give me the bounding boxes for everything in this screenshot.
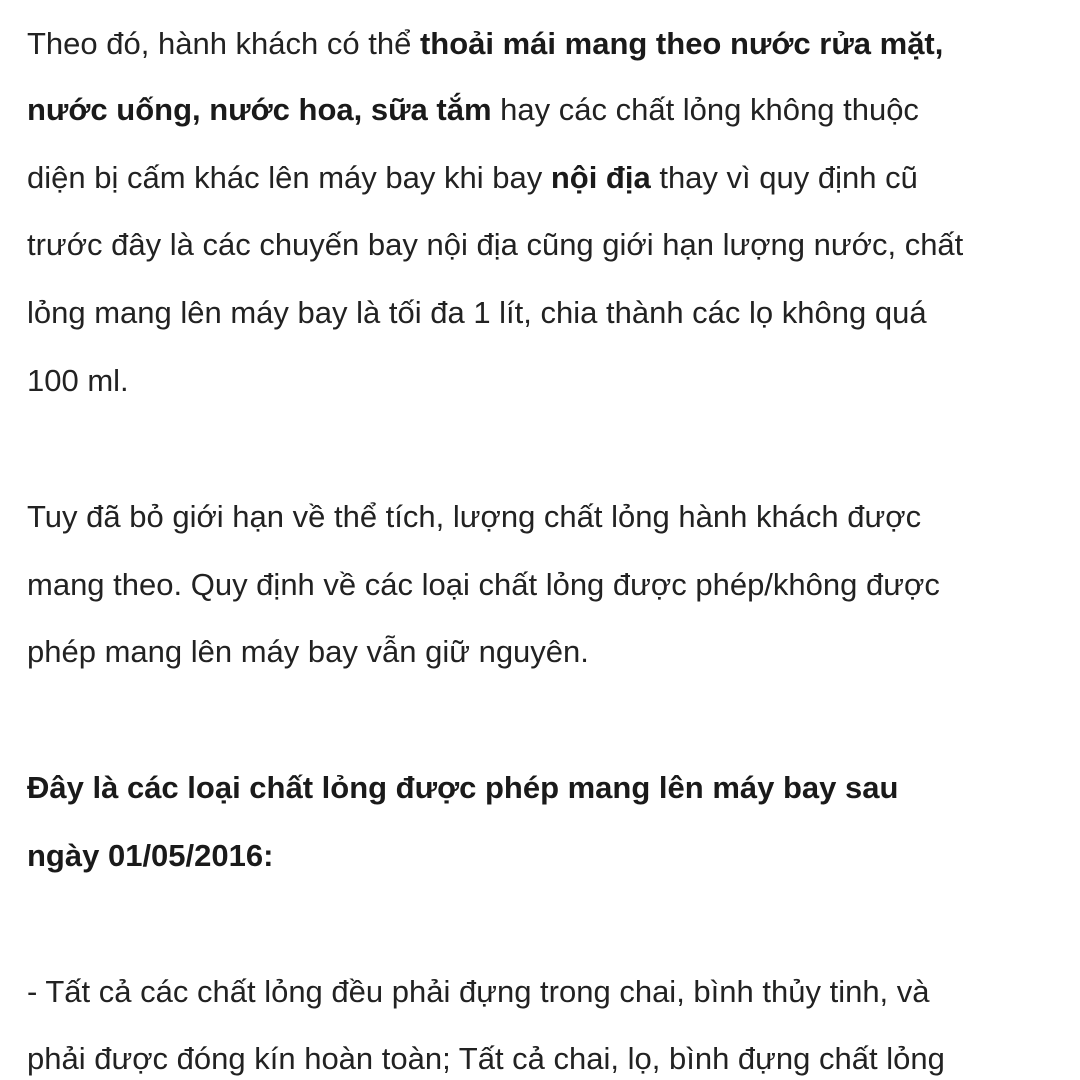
text-line: phép mang lên máy bay vẫn giữ nguyên.	[27, 634, 589, 669]
text-line	[27, 24, 943, 64]
text-line: trước đây là các chuyến bay nội địa cũng giới hạn lượng nước, chất	[27, 227, 964, 262]
text-line: mang theo. Quy định về các loại chất lỏng được phép/không được	[27, 567, 940, 602]
text-span: thay vì quy định cũ	[650, 160, 918, 195]
heading-line	[27, 768, 898, 808]
bold-text: nội địa	[550, 160, 651, 195]
heading-line	[27, 836, 273, 876]
text-line	[27, 90, 919, 130]
bold-text: thoải mái mang theo nước rửa mặt,	[419, 26, 944, 61]
text-line: Tuy đã bỏ giới hạn về thể tích, lượng chất lỏng hành khách được	[27, 499, 922, 534]
text-line: - Tất cả các chất lỏng đều phải đựng trong chai, bình thủy tinh, và	[27, 974, 930, 1009]
bold-text: Đây là các loại chất lỏng được phép mang lên máy bay sau	[27, 770, 899, 805]
text-line: phải được đóng kín hoàn toàn; Tất cả chai, lọ, bình đựng chất lỏng	[27, 1041, 945, 1076]
text-span: diện bị cấm khác lên máy bay khi bay	[27, 160, 551, 195]
text-line: 100 ml.	[27, 363, 129, 398]
text-span: hay các chất lỏng không thuộc	[491, 92, 919, 127]
bold-text: nước uống, nước hoa, sữa tắm	[27, 92, 492, 127]
text-line: lỏng mang lên máy bay là tối đa 1 lít, chia thành các lọ không quá	[27, 295, 927, 330]
text-line	[27, 158, 918, 198]
text-span: Theo đó, hành khách có thể	[27, 26, 420, 61]
bold-text: ngày 01/05/2016:	[27, 838, 274, 873]
